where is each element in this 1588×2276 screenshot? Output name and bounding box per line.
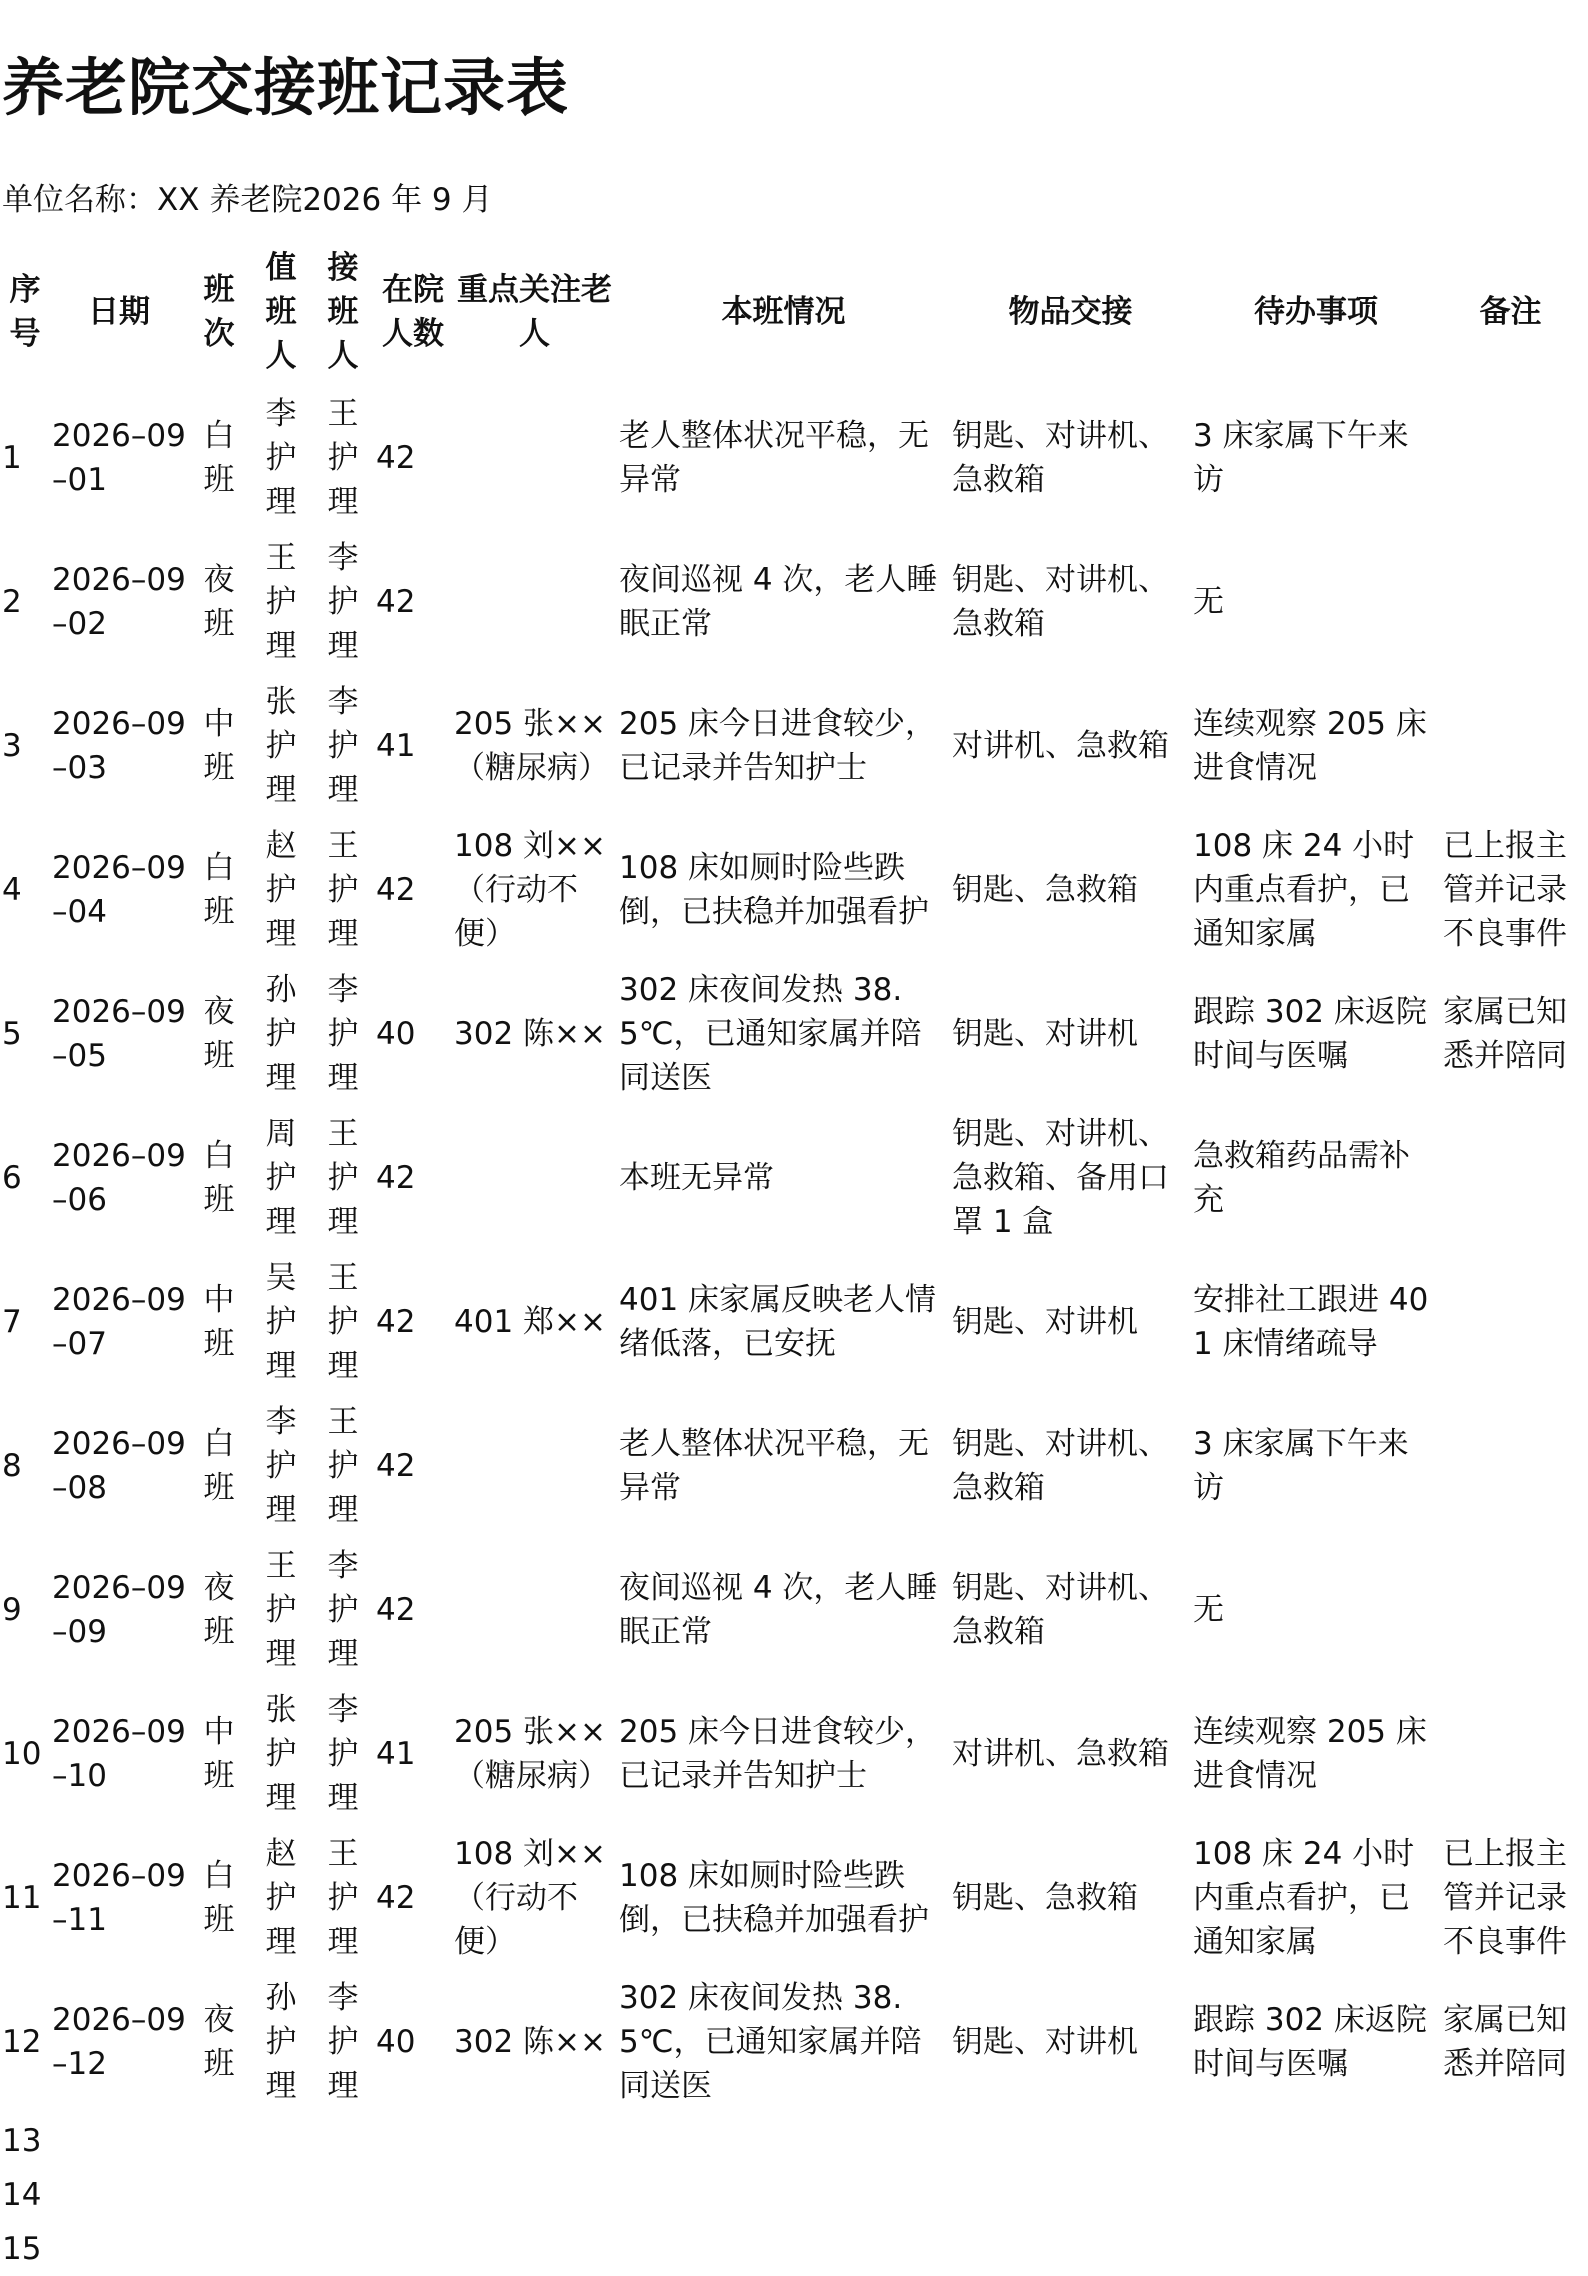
row-date: 2026–09–01 <box>52 418 186 498</box>
row-situation: 夜间巡视 4 次，老人睡眠正常 <box>619 1570 938 1650</box>
row-situation: 108 床如厕时险些跌倒，已扶稳并加强看护 <box>619 850 929 930</box>
row-no: 1 <box>2 440 22 476</box>
row-remarks: 已上报主管并记录不良事件 <box>1443 828 1567 952</box>
row-receiver: 王护理 <box>327 1116 359 1240</box>
header-on-duty: 值班人 <box>265 250 297 374</box>
row-date: 2026–09–12 <box>52 2002 186 2082</box>
row-focus: 302 陈×× <box>454 1016 606 1052</box>
row-remarks: 已上报主管并记录不良事件 <box>1443 1836 1567 1960</box>
table-row <box>0 1394 1580 1538</box>
row-remarks <box>1441 1106 1580 1250</box>
empty-cell <box>188 2168 250 2222</box>
row-situation: 302 床夜间发热 38.5℃，已通知家属并陪同送医 <box>619 972 922 1096</box>
row-todo: 3 床家属下午来访 <box>1193 1426 1409 1506</box>
row-receiver: 王护理 <box>327 828 359 952</box>
header-focus: 重点关注老人 <box>457 272 612 352</box>
header-items: 物品交接 <box>1008 294 1133 330</box>
row-count: 42 <box>376 584 416 620</box>
empty-cell <box>617 2168 950 2222</box>
table-row <box>0 1826 1580 1970</box>
row-on-duty: 李护理 <box>265 396 297 520</box>
row-focus: 205 张××（糖尿病） <box>454 1714 609 1794</box>
row-situation: 本班无异常 <box>619 1160 774 1196</box>
header-receiver: 接班人 <box>327 250 359 374</box>
row-receiver: 李护理 <box>327 972 359 1096</box>
row-focus <box>452 1538 617 1682</box>
row-focus <box>452 1394 617 1538</box>
row-count: 42 <box>376 1448 416 1484</box>
row-no: 4 <box>2 872 22 908</box>
row-todo: 连续观察 205 床进食情况 <box>1193 706 1427 786</box>
row-count: 41 <box>376 728 416 764</box>
row-focus <box>452 1106 617 1250</box>
row-no: 11 <box>2 1880 42 1916</box>
page-title: 养老院交接班记录表 <box>2 51 570 124</box>
header-no: 序号 <box>9 272 41 352</box>
row-focus <box>452 386 617 530</box>
empty-cell <box>1191 2114 1441 2168</box>
row-date: 2026–09–10 <box>52 1714 186 1794</box>
row-on-duty: 吴护理 <box>265 1260 297 1384</box>
empty-cell <box>617 2222 950 2276</box>
row-focus: 108 刘××（行动不便） <box>454 828 606 952</box>
row-receiver: 李护理 <box>327 684 359 808</box>
table-row <box>0 1538 1580 1682</box>
row-date: 2026–09–07 <box>52 1282 186 1362</box>
row-receiver: 王护理 <box>327 1404 359 1528</box>
row-no: 6 <box>2 1160 22 1196</box>
row-shift: 白班 <box>203 1138 235 1218</box>
row-on-duty: 王护理 <box>265 1548 297 1672</box>
row-todo: 无 <box>1193 584 1224 620</box>
row-remarks <box>1441 530 1580 674</box>
row-on-duty: 李护理 <box>265 1404 297 1528</box>
row-todo: 跟踪 302 床返院时间与医嘱 <box>1193 994 1427 1074</box>
row-shift: 夜班 <box>203 2002 235 2082</box>
empty-cell <box>374 2222 452 2276</box>
empty-table-row <box>0 2168 1580 2222</box>
table-row <box>0 1682 1580 1826</box>
row-todo: 跟踪 302 床返院时间与医嘱 <box>1193 2002 1427 2082</box>
row-remarks <box>1441 1250 1580 1394</box>
row-remarks <box>1441 1538 1580 1682</box>
empty-cell <box>250 2222 312 2276</box>
row-on-duty: 赵护理 <box>265 1836 297 1960</box>
empty-cell <box>188 2222 250 2276</box>
row-date: 2026–09–05 <box>52 994 186 1074</box>
row-receiver: 王护理 <box>327 396 359 520</box>
row-situation: 108 床如厕时险些跌倒，已扶稳并加强看护 <box>619 1858 929 1938</box>
row-on-duty: 张护理 <box>265 1692 297 1816</box>
row-todo: 108 床 24 小时内重点看护，已通知家属 <box>1193 828 1415 952</box>
row-situation: 205 床今日进食较少，已记录并告知护士 <box>619 1714 937 1794</box>
table-row <box>0 1250 1580 1394</box>
row-receiver: 王护理 <box>327 1260 359 1384</box>
row-count: 42 <box>376 440 416 476</box>
table-row <box>0 962 1580 1106</box>
row-shift: 白班 <box>203 418 235 498</box>
row-count: 42 <box>376 872 416 908</box>
row-todo: 安排社工跟进 401 床情绪疏导 <box>1193 1282 1429 1362</box>
table-row <box>0 530 1580 674</box>
header-date: 日期 <box>88 294 150 330</box>
row-situation: 401 床家属反映老人情绪低落，已安抚 <box>619 1282 937 1362</box>
row-items: 钥匙、对讲机、急救箱 <box>952 562 1169 642</box>
empty-cell <box>617 2114 950 2168</box>
empty-cell <box>50 2168 188 2222</box>
row-no: 10 <box>2 1736 42 1772</box>
empty-cell <box>1441 2168 1580 2222</box>
empty-cell <box>312 2222 374 2276</box>
row-shift: 中班 <box>203 1282 235 1362</box>
row-todo: 连续观察 205 床进食情况 <box>1193 1714 1427 1794</box>
row-situation: 302 床夜间发热 38.5℃，已通知家属并陪同送医 <box>619 1980 922 2104</box>
empty-cell <box>1191 2168 1441 2222</box>
empty-cell <box>452 2222 617 2276</box>
header-situation: 本班情况 <box>721 294 846 330</box>
empty-cell <box>950 2168 1191 2222</box>
row-on-duty: 王护理 <box>265 540 297 664</box>
row-remarks: 家属已知悉并陪同 <box>1443 2002 1567 2082</box>
row-count: 42 <box>376 1160 416 1196</box>
empty-cell <box>1191 2222 1441 2276</box>
empty-cell <box>188 2114 250 2168</box>
row-on-duty: 周护理 <box>265 1116 297 1240</box>
row-receiver: 李护理 <box>327 540 359 664</box>
row-items: 钥匙、急救箱 <box>952 872 1138 908</box>
row-on-duty: 赵护理 <box>265 828 297 952</box>
row-shift: 夜班 <box>203 994 235 1074</box>
table-header-row <box>0 238 1580 386</box>
row-todo: 3 床家属下午来访 <box>1193 418 1409 498</box>
table-row <box>0 1106 1580 1250</box>
row-focus: 302 陈×× <box>454 2024 606 2060</box>
header-shift: 班次 <box>203 272 235 352</box>
empty-cell <box>250 2114 312 2168</box>
row-count: 42 <box>376 1880 416 1916</box>
row-items: 钥匙、对讲机、急救箱 <box>952 1426 1169 1506</box>
row-situation: 205 床今日进食较少，已记录并告知护士 <box>619 706 937 786</box>
row-on-duty: 孙护理 <box>265 1980 297 2104</box>
table-row <box>0 818 1580 962</box>
row-shift: 夜班 <box>203 562 235 642</box>
row-date: 2026–09–06 <box>52 1138 186 1218</box>
header-todo: 待办事项 <box>1254 294 1378 330</box>
row-remarks <box>1441 674 1580 818</box>
empty-cell <box>1441 2114 1580 2168</box>
row-no: 9 <box>2 1592 22 1628</box>
row-items: 钥匙、对讲机、急救箱 <box>952 1570 1169 1650</box>
row-on-duty: 张护理 <box>265 684 297 808</box>
row-no: 14 <box>2 2177 42 2213</box>
empty-table-row <box>0 2222 1580 2276</box>
row-items: 钥匙、对讲机、急救箱 <box>952 418 1169 498</box>
empty-cell <box>50 2114 188 2168</box>
empty-cell <box>50 2222 188 2276</box>
row-remarks: 家属已知悉并陪同 <box>1443 994 1567 1074</box>
row-count: 41 <box>376 1736 416 1772</box>
row-focus: 108 刘××（行动不便） <box>454 1836 606 1960</box>
empty-cell <box>950 2222 1191 2276</box>
row-on-duty: 孙护理 <box>265 972 297 1096</box>
empty-cell <box>250 2168 312 2222</box>
empty-cell <box>1441 2222 1580 2276</box>
row-situation: 老人整体状况平稳，无异常 <box>619 418 929 498</box>
row-situation: 老人整体状况平稳，无异常 <box>619 1426 929 1506</box>
empty-cell <box>312 2114 374 2168</box>
row-items: 钥匙、对讲机、急救箱、备用口罩 1 盒 <box>952 1116 1169 1240</box>
empty-cell <box>452 2114 617 2168</box>
header-count: 在院人数 <box>382 272 444 352</box>
row-remarks <box>1441 386 1580 530</box>
empty-cell <box>374 2168 452 2222</box>
row-no: 12 <box>2 2024 42 2060</box>
row-date: 2026–09–09 <box>52 1570 186 1650</box>
row-focus <box>452 530 617 674</box>
row-remarks <box>1441 1682 1580 1826</box>
row-count: 40 <box>376 2024 416 2060</box>
row-no: 5 <box>2 1016 22 1052</box>
row-items: 对讲机、急救箱 <box>952 728 1169 764</box>
handover-table <box>0 238 1580 2276</box>
header-remarks: 备注 <box>1479 294 1542 330</box>
row-shift: 白班 <box>203 1858 235 1938</box>
row-shift: 白班 <box>203 1426 235 1506</box>
row-shift: 中班 <box>203 706 235 786</box>
row-todo: 急救箱药品需补充 <box>1193 1138 1410 1218</box>
row-receiver: 李护理 <box>327 1548 359 1672</box>
empty-table-row <box>0 2114 1580 2168</box>
empty-cell <box>312 2168 374 2222</box>
row-items: 钥匙、对讲机 <box>952 2024 1138 2060</box>
row-date: 2026–09–02 <box>52 562 186 642</box>
row-no: 8 <box>2 1448 22 1484</box>
table-row <box>0 674 1580 818</box>
row-date: 2026–09–03 <box>52 706 186 786</box>
row-receiver: 王护理 <box>327 1836 359 1960</box>
empty-cell <box>452 2168 617 2222</box>
table-row <box>0 1970 1580 2114</box>
row-items: 钥匙、对讲机 <box>952 1016 1138 1052</box>
row-focus: 205 张××（糖尿病） <box>454 706 609 786</box>
row-items: 对讲机、急救箱 <box>952 1736 1169 1772</box>
empty-cell <box>374 2114 452 2168</box>
row-date: 2026–09–08 <box>52 1426 186 1506</box>
row-shift: 中班 <box>203 1714 235 1794</box>
row-no: 3 <box>2 728 22 764</box>
row-items: 钥匙、对讲机 <box>952 1304 1138 1340</box>
row-todo: 108 床 24 小时内重点看护，已通知家属 <box>1193 1836 1415 1960</box>
row-focus: 401 郑×× <box>454 1304 606 1340</box>
table-row <box>0 386 1580 530</box>
row-shift: 夜班 <box>203 1570 235 1650</box>
unit-line: 单位名称：XX 养老院2026 年 9 月 <box>2 182 493 218</box>
row-no: 7 <box>2 1304 22 1340</box>
row-no: 13 <box>2 2123 42 2159</box>
row-shift: 白班 <box>203 850 235 930</box>
row-count: 40 <box>376 1016 416 1052</box>
row-todo: 无 <box>1193 1592 1224 1628</box>
row-remarks <box>1441 1394 1580 1538</box>
row-date: 2026–09–11 <box>52 1858 186 1938</box>
row-situation: 夜间巡视 4 次，老人睡眠正常 <box>619 562 938 642</box>
row-date: 2026–09–04 <box>52 850 186 930</box>
row-receiver: 李护理 <box>327 1980 359 2104</box>
row-count: 42 <box>376 1592 416 1628</box>
row-count: 42 <box>376 1304 416 1340</box>
row-receiver: 李护理 <box>327 1692 359 1816</box>
row-no: 15 <box>2 2231 42 2267</box>
row-no: 2 <box>2 584 22 620</box>
row-items: 钥匙、急救箱 <box>952 1880 1138 1916</box>
empty-cell <box>950 2114 1191 2168</box>
